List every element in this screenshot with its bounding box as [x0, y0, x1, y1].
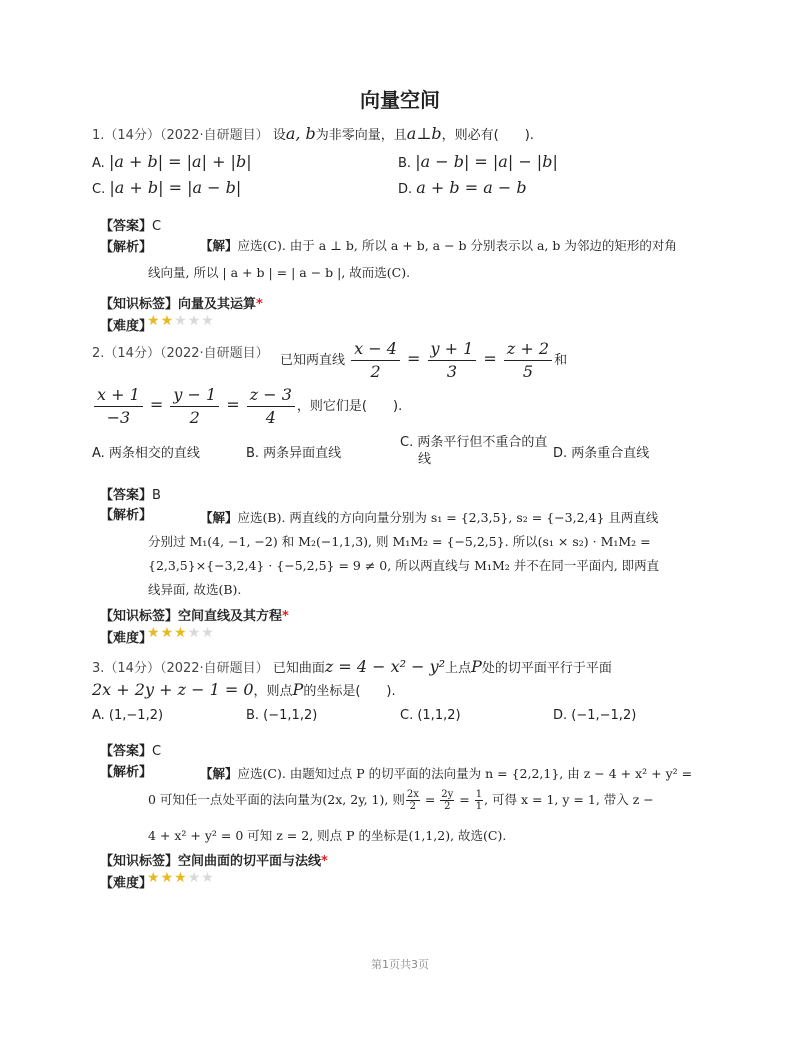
difficulty-stars	[147, 313, 215, 329]
difficulty-stars	[147, 870, 215, 886]
answer-value: C	[152, 219, 162, 234]
option-d[interactable]: D. a + b = a − b	[398, 178, 527, 197]
answer-value: C	[152, 744, 162, 759]
line-2-equation: $\frac{x + 1}{-3}$ = $\frac{y - 1}{2}$ = $\frac{z - 3}{4}$ ，则它们是( ).	[92, 384, 402, 429]
option-text: |a − b| = |a| − |b|	[415, 152, 558, 171]
star-filled-icon: ★	[147, 625, 161, 641]
option-a[interactable]: A. (1,−1,2)	[92, 708, 164, 723]
option-d[interactable]: D. (−1,−1,2)	[553, 708, 637, 723]
question-3-stem-line2: 2x + 2y + z − 1 = 0，则点P的坐标是( ).	[92, 680, 396, 699]
option-a[interactable]: A. |a + b| = |a| + |b|	[92, 152, 252, 171]
option-b[interactable]: B. (−1,1,2)	[246, 708, 318, 723]
option-a[interactable]: A. 两条相交的直线	[92, 446, 200, 461]
answer-label: 【答案】C	[100, 744, 162, 759]
star-filled-icon: ★	[174, 870, 188, 886]
stem-text: 为非零向量，且	[315, 128, 407, 143]
star-empty-icon: ★	[201, 870, 215, 886]
star-filled-icon: ★	[174, 625, 188, 641]
question-1-stem	[92, 124, 534, 143]
difficulty-label: 【难度】	[100, 319, 153, 334]
solution-line: 0 可知任一点处平面的法向量为(2x, 2y, 1), 则 $\frac{2x}{2}$ = $\frac{2y}{2}$ = $\frac{1}{1}$ , 可得 x = 1, y = 1, 带入 z −	[148, 789, 654, 812]
question-meta: 2.（14分）（2022·自研题目）	[92, 346, 269, 361]
solution-line: 【解】应选(C). 由题知过点 P 的切平面的法向量为 n = {2,2,1}, 由 z − 4 + x² + y² =	[200, 766, 693, 781]
page-footer: 第1页共3页	[371, 958, 429, 971]
page-title: 向量空间	[360, 88, 440, 112]
solution-line: 线异面, 故选(B).	[148, 582, 242, 597]
stem-math: a, b	[285, 124, 316, 143]
star-empty-icon: ★	[201, 625, 215, 641]
star-filled-icon: ★	[160, 625, 175, 641]
star-filled-icon: ★	[160, 313, 175, 329]
option-d[interactable]: D. 两条重合直线	[553, 446, 650, 461]
tag-label: 【知识标签】空间直线及其方程*	[100, 609, 289, 624]
tag-value: 向量及其运算	[178, 297, 257, 312]
analysis-label: 【解析】	[100, 240, 153, 255]
stem-text: ，则必有( ).	[441, 128, 534, 143]
option-c[interactable]: C. 两条平行但不重合的直 线	[400, 435, 548, 467]
difficulty-label: 【难度】	[100, 876, 153, 891]
difficulty-stars	[147, 625, 215, 641]
analysis-label: 【解析】	[100, 508, 153, 523]
option-text: |a + b| = |a − b|	[109, 178, 242, 197]
tag-value: 空间直线及其方程	[178, 609, 283, 624]
analysis-label: 【解析】	[100, 765, 153, 780]
solution-line: 【解】应选(B). 两直线的方向向量分别为 s₁ = {2,3,5}, s₂ = {−3,2,4} 且两直线	[200, 510, 659, 525]
difficulty-label: 【难度】	[100, 631, 153, 646]
option-text: |a + b| = |a| + |b|	[108, 152, 252, 171]
solution-line: 分别过 M₁(4, −1, −2) 和 M₂(−1,1,3), 则 M₁M₂ = {−5,2,5}. 所以(s₁ × s₂) · M₁M₂ =	[148, 534, 651, 549]
question-3-stem: 3.（14分）（2022·自研题目） 已知曲面z = 4 − x² − y²上点P处的切平面平行于平面	[92, 657, 612, 676]
solution-line: 【解】应选(C). 由于 a ⊥ b, 所以 a + b, a − b 分别表示以 a, b 为邻边的矩形的对角	[200, 238, 677, 253]
star-empty-icon: ★	[187, 625, 202, 641]
solution-line: 线向量, 所以 | a + b | = | a − b |, 故而选(C).	[148, 265, 411, 280]
star-filled-icon: ★	[147, 313, 161, 329]
stem-text: 设	[272, 128, 286, 143]
option-c[interactable]: C. (1,1,2)	[400, 708, 461, 723]
option-b[interactable]: B. |a − b| = |a| − |b|	[398, 152, 558, 171]
star-empty-icon: ★	[201, 313, 215, 329]
answer-value: B	[152, 488, 161, 503]
tag-label: 【知识标签】向量及其运算*	[100, 297, 263, 312]
star-filled-icon: ★	[160, 870, 175, 886]
option-c[interactable]: C. |a + b| = |a − b|	[92, 178, 242, 197]
solution-line: {2,3,5}×{−3,2,4} · {−5,2,5} = 9 ≠ 0, 所以两直线与 M₁M₂ 并不在同一平面内, 即两直	[148, 558, 660, 573]
star-empty-icon: ★	[174, 313, 188, 329]
star-filled-icon: ★	[147, 870, 161, 886]
question-meta: 1.（14分）（2022·自研题目）	[92, 128, 269, 143]
answer-label: 【答案】B	[100, 488, 161, 503]
tag-label: 【知识标签】空间曲面的切平面与法线*	[100, 854, 328, 869]
stem-math: a⊥b	[406, 124, 442, 143]
option-b[interactable]: B. 两条异面直线	[246, 446, 342, 461]
tag-value: 空间曲面的切平面与法线	[178, 854, 322, 869]
question-meta: 3.（14分）（2022·自研题目）	[92, 661, 269, 676]
star-empty-icon: ★	[187, 870, 202, 886]
option-text: a + b = a − b	[416, 178, 527, 197]
solution-line: 4 + x² + y² = 0 可知 z = 2, 则点 P 的坐标是(1,1,2), 故选(C).	[148, 828, 507, 843]
star-empty-icon: ★	[187, 313, 202, 329]
answer-label: 【答案】C	[100, 219, 162, 234]
line-1-equation: 已知两直线 $\frac{x - 4}{2}$ = $\frac{y + 1}{3}$ = $\frac{z + 2}{5}$ 和	[280, 339, 568, 381]
question-2-stem	[92, 342, 269, 361]
